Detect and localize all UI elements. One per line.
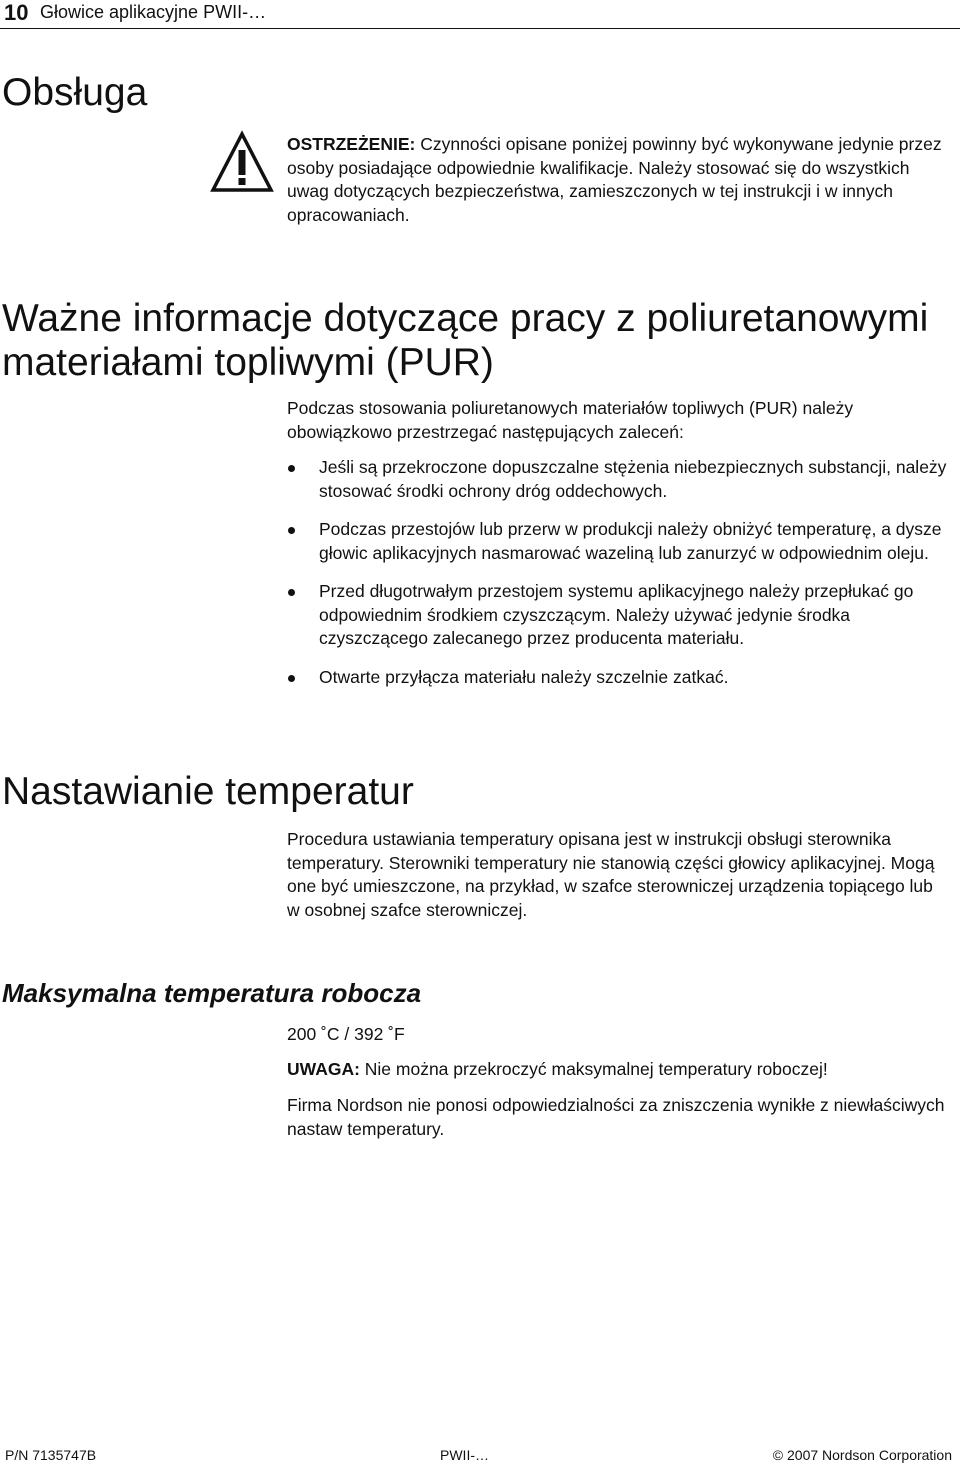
note-paragraph (287, 1058, 947, 1082)
warning-text: Czynności opisane poniżej powinny być wykonywane jedynie przez osoby posiadające odpowiednie kwalifikacje. Należy stosować się do wszystkich uwag dotyczących bezpieczeństwa, zamieszczonych w tej instrukcji i w innych opracowaniach. (287, 134, 942, 225)
list-item-text: Podczas przestojów lub przerw w produkcji należy obniżyć temperaturę, a dysze głowic aplikacyjnych nasmarować wazeliną lub zanurzyć w odpowiednim oleju. (319, 519, 942, 563)
bullet-icon (288, 589, 295, 596)
list-item-text: Jeśli są przekroczone dopuszczalne stężenia niebezpiecznych substancji, należy stosować środki ochrony dróg oddechowych. (319, 457, 947, 501)
list-item (287, 518, 952, 565)
list-item (287, 666, 952, 690)
page-footer (0, 1440, 960, 1465)
section-title-pur: Ważne informacje dotyczące pracy z poliuretanowymi materiałami topliwymi (PUR) (2, 297, 929, 384)
disclaimer-paragraph: Firma Nordson nie ponosi odpowiedzialności za zniszczenia wynikłe z niewłaściwych nastaw temperatury. (287, 1095, 945, 1139)
warning-paragraph (287, 133, 947, 227)
section-title-obsluga: Obsługa (2, 71, 148, 114)
list-item-text: Przed długotrwałym przestojem systemu aplikacyjnego należy przepłukać go odpowiednim środkiem czyszczącym. Należy używać jedynie środka czyszczącego zalecanego przez producenta materiału. (319, 581, 914, 648)
bullet-icon (288, 465, 295, 472)
running-title: Głowice aplikacyjne PWII-… (40, 2, 267, 22)
note-text: Nie można przekroczyć maksymalnej temperatury roboczej! (359, 1059, 828, 1079)
pur-intro: Podczas stosowania poliuretanowych materiałów topliwych (PUR) należy obowiązkowo przestrzegać następujących zaleceń: (287, 398, 854, 442)
max-temp-value: 200 ˚C / 392 ˚F (287, 1024, 405, 1044)
temperature-paragraph: Procedura ustawiania temperatury opisana jest w instrukcji obsługi sterownika temperatury. Sterowniki temperatury nie stanowią części głowicy aplikacyjnej. Mogą one być umieszczone, na przykład, w szafce sterowniczej urządzenia topiącego lub w osobnej szafce sterowniczej. (287, 829, 935, 920)
section-title-temperature: Nastawianie temperatur (2, 770, 414, 813)
part-number: P/N 7135747B (5, 1447, 97, 1463)
header-rule (0, 28, 960, 29)
page-header (0, 0, 960, 30)
copyright: © 2007 Nordson Corporation (772, 1447, 952, 1463)
note-label: UWAGA: (287, 1059, 360, 1079)
list-item (287, 580, 952, 651)
warning-label: OSTRZEŻENIE: (287, 134, 416, 154)
warning-triangle-icon (210, 130, 274, 194)
list-item (287, 456, 952, 503)
footer-model: PWII-… (440, 1447, 489, 1463)
list-item-text: Otwarte przyłącza materiału należy szczelnie zatkać. (319, 666, 729, 687)
page-number: 10 (4, 0, 29, 25)
bullet-icon (288, 527, 295, 534)
bullet-icon (288, 675, 295, 682)
pur-bullet-list (287, 456, 952, 689)
section-title-max-temp: Maksymalna temperatura robocza (2, 978, 422, 1008)
